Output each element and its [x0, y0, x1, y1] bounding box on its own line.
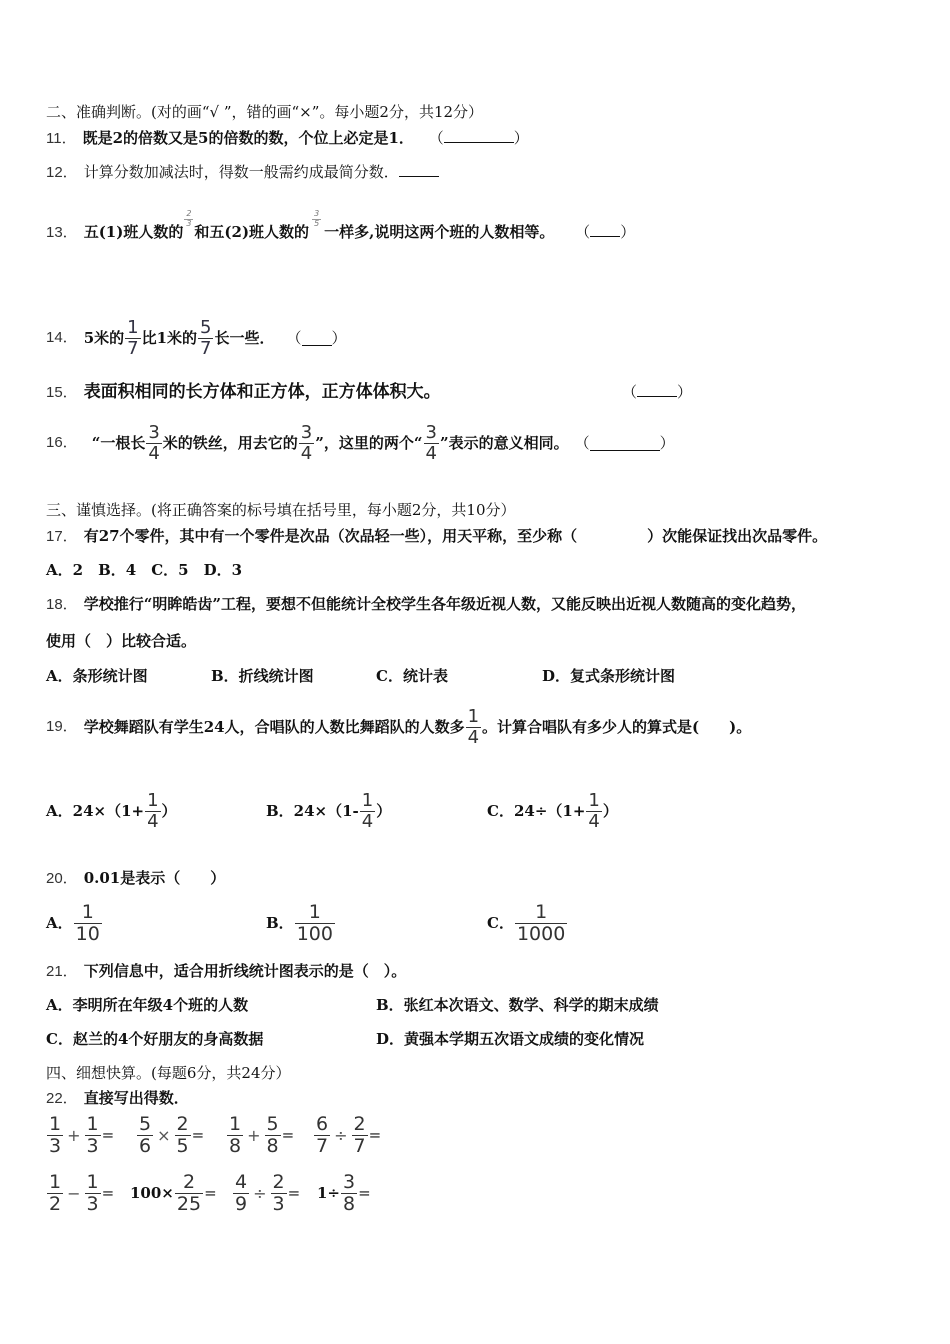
q20-option-a: A． $\frac{1}{10}$ [46, 900, 100, 945]
q16-text-1: “一根长 [91, 434, 146, 452]
q19-option-c-fraction: $\frac{1}{4}$ [588, 789, 600, 832]
question-22 [46, 1088, 189, 1109]
q16-answer-blank[interactable] [590, 436, 660, 451]
question-13 [46, 208, 636, 243]
q21-option-c: C．赵兰的4个好朋友的身高数据 [46, 1030, 264, 1048]
q11-number: 11． [46, 130, 77, 147]
q13-paren-right: ） [620, 223, 636, 241]
calc-6-7-div-2-7: $\frac{6}{7}$ ÷ $\frac{2}{7}$ = [316, 1113, 382, 1157]
q13-fraction-3-5: $\frac{3}{5}$ [314, 208, 320, 228]
q19-number: 19． [46, 718, 78, 735]
q13-fraction-2-3: $\frac{2}{3}$ [186, 208, 192, 228]
question-17 [46, 526, 827, 547]
calc-1-3-plus-1-3: $\frac{1}{3}$ + $\frac{1}{3}$ = [49, 1113, 115, 1157]
section-2-heading: 二、准确判断。(对的画“√ ”，错的画“×”。每小题2分，共12分） [46, 103, 484, 121]
calc-1-2-minus-1-3: $\frac{1}{2}$ − $\frac{1}{3}$ = [49, 1171, 115, 1215]
q19-option-c: C．24÷（1+ $\frac{1}{4}$ ） [487, 789, 618, 832]
q11-answer-blank[interactable] [444, 128, 514, 143]
q20-fraction-1-10: $\frac{1}{10}$ [75, 900, 100, 945]
q18-number: 18． [46, 596, 78, 613]
question-19 [46, 702, 751, 752]
q16-number: 16． [46, 434, 78, 451]
q16-paren-right: ） [659, 434, 675, 452]
q16-fraction-b: $\frac{3}{4}$ [300, 421, 313, 464]
q18-text-line-2: 使用（ ）比较合适。 [46, 632, 197, 650]
q17-text: 有27个零件，其中有一个零件是次品（次品轻一些），用天平称，至少称（ [83, 527, 578, 545]
q15-number: 15． [46, 384, 78, 401]
q20-fraction-1-100: $\frac{1}{100}$ [296, 900, 333, 945]
q17-text-2: ）次能保证找出次品零件。 [647, 527, 828, 545]
q11-paren-left: （ [428, 129, 444, 147]
calc-1-div-3-8: 1÷ $\frac{3}{8}$ = [317, 1171, 371, 1215]
q19-text-1: 学校舞蹈队有学生24人，合唱队的人数比舞蹈队的人数多 [83, 718, 465, 736]
q15-text: 表面积相同的长方体和正方体，正方体体积大。 [83, 382, 441, 402]
q16-paren-left: （ [574, 434, 590, 452]
q18-option-c: C．统计表 [376, 667, 448, 685]
q13-paren-left: （ [575, 223, 591, 241]
q19-option-a-label: A．24×（1+ [46, 802, 145, 820]
q20-option-b: B． $\frac{1}{100}$ [266, 900, 333, 945]
section-3-heading: 三、谨慎选择。(将正确答案的标号填在括号里，每小题2分，共10分） [46, 501, 516, 519]
q14-text-3: 长一些． [214, 329, 275, 347]
q16-fraction-a: $\frac{3}{4}$ [148, 421, 160, 464]
q14-paren-left: （ [286, 329, 302, 347]
calc-4-9-div-2-3: $\frac{4}{9}$ ÷ $\frac{2}{3}$ = [235, 1171, 301, 1215]
q12-text: 计算分数加减法时，得数一般需约成最简分数． [83, 163, 399, 181]
q14-paren-right: ） [331, 329, 347, 347]
q18-option-d: D．复式条形统计图 [542, 667, 676, 685]
q12-number: 12． [46, 164, 78, 181]
question-12 [46, 162, 439, 183]
q13-text-3: 一样多,说明这两个班的人数相等。 [324, 223, 555, 241]
q19-option-a: A．24×（1+ $\frac{1}{4}$ ） [46, 789, 177, 832]
q16-fraction-c: $\frac{3}{4}$ [425, 421, 437, 464]
question-11 [46, 128, 529, 149]
q18-option-a: A．条形统计图 [46, 667, 148, 685]
question-20 [46, 868, 225, 889]
calc-1-8-plus-5-8: $\frac{1}{8}$ + $\frac{5}{8}$ = [229, 1113, 295, 1157]
q20-option-c: C． $\frac{1}{1000}$ [487, 900, 566, 945]
q19-option-b-fraction: $\frac{1}{4}$ [361, 789, 374, 832]
q18-option-b: B．折线统计图 [211, 667, 314, 685]
calc-100-times-2-25: 100× $\frac{2}{25}$ = [130, 1171, 217, 1215]
q19-text-2: 。计算合唱队有多少人的算式是( )。 [482, 718, 752, 736]
q19-option-c-label: C．24÷（1+ [487, 802, 586, 820]
q21-option-a: A．李明所在年级4个班的人数 [46, 996, 249, 1014]
q15-answer-blank[interactable] [637, 382, 677, 397]
q14-fraction-1-7: $\frac{1}{7}$ [127, 316, 139, 359]
q22-number: 22． [46, 1090, 78, 1107]
q20-fraction-1-1000: $\frac{1}{1000}$ [516, 900, 566, 945]
q14-text-1: 5米的 [83, 329, 125, 347]
q19-option-b: B．24×（1- $\frac{1}{4}$ ） [266, 789, 392, 832]
q13-number: 13． [46, 224, 78, 241]
q20-number: 20． [46, 870, 78, 887]
q14-number: 14． [46, 329, 78, 346]
question-18 [46, 594, 806, 615]
q11-text: 既是2的倍数又是5的倍数的数，个位上必定是1． [82, 129, 414, 147]
q19-option-b-label: B．24×（1- [266, 802, 359, 820]
q15-paren-left: （ [622, 383, 638, 401]
question-16 [46, 418, 675, 468]
q16-text-3: ”，这里的两个“ [315, 434, 423, 452]
q12-answer-blank[interactable] [399, 162, 439, 177]
q17-options: A．2 B．4 C．5 D．3 [46, 561, 243, 579]
q17-number: 17． [46, 528, 78, 545]
q21-number: 21． [46, 963, 78, 980]
calc-5-6-times-2-5: $\frac{5}{6}$ × $\frac{2}{5}$ = [139, 1113, 205, 1157]
q19-option-a-fraction: $\frac{1}{4}$ [147, 789, 159, 832]
q16-text-2: 米的铁丝，用去它的 [162, 434, 298, 452]
q13-text-1: 五(1)班人数的 [83, 223, 184, 241]
q22-text: 直接写出得数． [83, 1089, 189, 1107]
q21-option-d: D．黄强本学期五次语文成绩的变化情况 [376, 1030, 645, 1048]
q14-text-2: 比1米的 [141, 329, 198, 347]
q18-text: 学校推行“明眸皓齿”工程，要想不但能统计全校学生各年级近视人数，又能反映出近视人数随高的变化趋势， [83, 595, 806, 613]
q15-answer [622, 382, 692, 402]
q16-text-4: ”表示的意义相同。 [439, 434, 569, 452]
q15-paren-right: ） [677, 383, 693, 401]
question-21 [46, 961, 406, 982]
section-4-heading: 四、细想快算。(每题6分，共24分） [46, 1064, 291, 1082]
q20-text: 0.01是表示（ ） [83, 869, 226, 887]
q21-option-b: B．张红本次语文、数学、科学的期末成绩 [376, 996, 659, 1014]
q11-paren-right: ） [513, 129, 529, 147]
q19-fraction: $\frac{1}{4}$ [467, 705, 480, 748]
q13-text-2: 和五(2)班人数的 [194, 223, 310, 241]
q21-text: 下列信息中，适合用折线统计图表示的是（ ）。 [83, 962, 407, 980]
q13-answer-blank[interactable] [590, 222, 620, 237]
q14-fraction-5-7: $\frac{5}{7}$ [200, 316, 212, 359]
q14-answer-blank[interactable] [302, 331, 332, 346]
question-14 [46, 318, 347, 358]
question-15 [46, 382, 693, 403]
